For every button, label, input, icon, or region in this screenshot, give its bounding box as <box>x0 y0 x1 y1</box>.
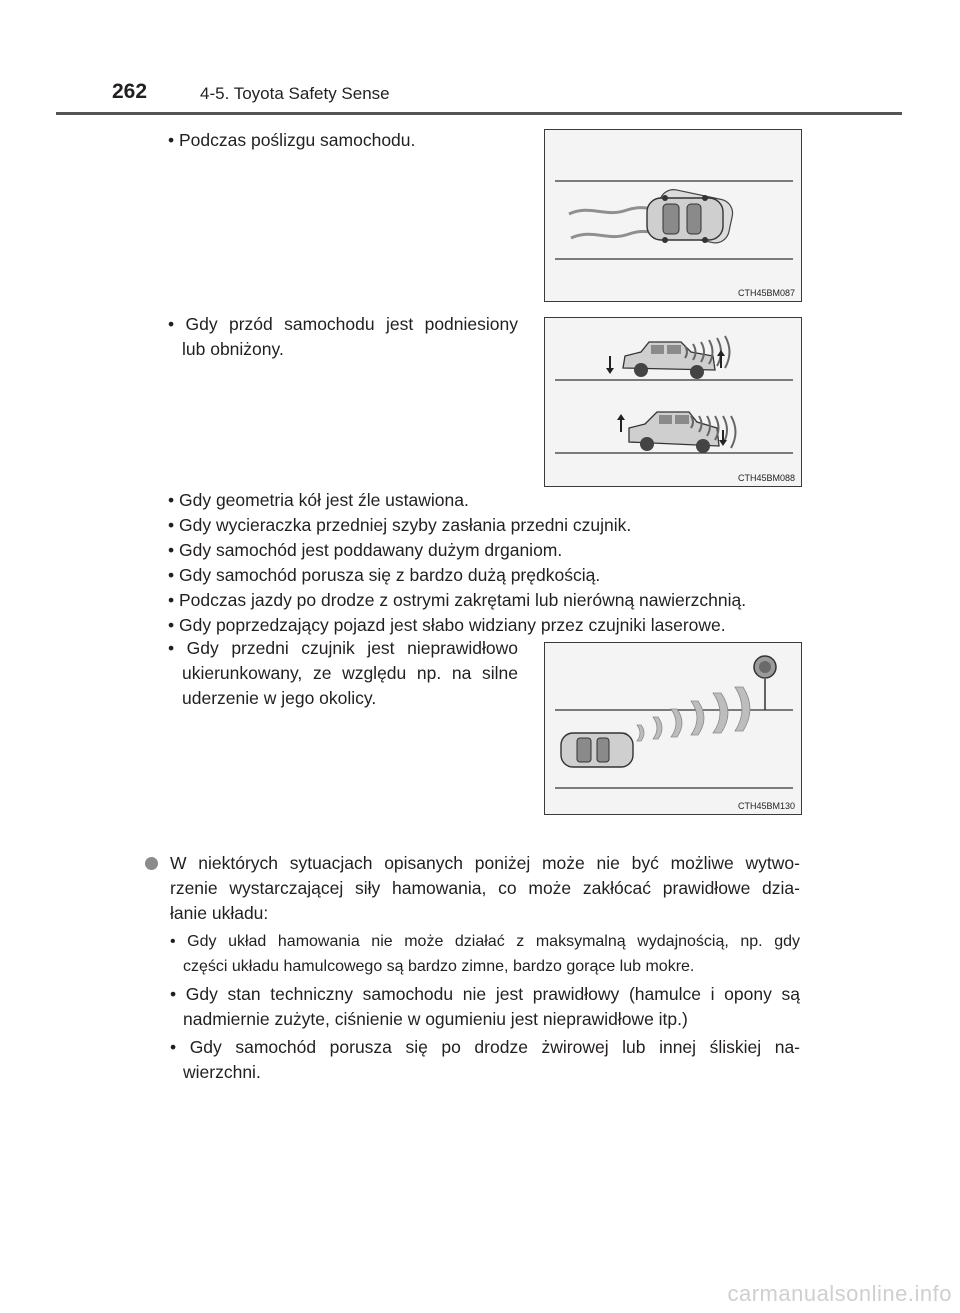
item-wiper: • Gdy wycieraczka przedniej szyby zasłania przedni czujnik. <box>168 515 632 535</box>
item-raised-line2: lub obniżony. <box>182 339 284 359</box>
raised-illustration <box>545 318 803 488</box>
page-header <box>112 80 902 110</box>
skid-illustration <box>545 130 803 303</box>
note-sub2-line1: • Gdy stan techniczny samochodu nie jest prawidłowy (hamulce i opony są <box>170 984 800 1004</box>
item-wheel: • Gdy geometria kół jest źle ustawiona. <box>168 490 469 510</box>
item-speed: • Gdy samochód porusza się z bardzo dużą prędkością. <box>168 565 601 585</box>
item-sensor-line1: • Gdy przedni czujnik jest nieprawidłowo <box>168 638 518 658</box>
figure-sensor <box>544 642 802 815</box>
note-sub1-line2: części układu hamulcowego są bardzo zimne, bardzo gorące lub mokre. <box>183 958 695 975</box>
note-sub2-line2: nadmiernie zużyte, ciśnienie w ogumieniu jest nieprawidłowe itp.) <box>183 1009 688 1029</box>
item-sensor-line2: ukierunkowany, ze względu np. na silne <box>182 663 518 683</box>
figure-code: CTH45BM130 <box>737 801 795 811</box>
figure-code: CTH45BM087 <box>737 288 795 298</box>
figure-raised <box>544 317 802 487</box>
item-road: • Podczas jazdy po drodze z ostrymi zakrętami lub nierówną nawierzchnią. <box>168 590 747 610</box>
note-sub3-line1: • Gdy samochód porusza się po drodze żwirowej lub innej śliskiej na- <box>170 1037 800 1057</box>
figure-code: CTH45BM088 <box>737 473 795 483</box>
section-title: 4-5. Toyota Safety Sense <box>200 84 390 103</box>
note-bullet-icon <box>145 857 158 870</box>
item-skid: • Podczas poślizgu samochodu. <box>168 130 416 150</box>
item-sensor-line3: uderzenie w jego okolicy. <box>182 688 377 708</box>
header-divider <box>56 112 902 115</box>
note-sub3-line2: wierzchni. <box>183 1062 261 1082</box>
watermark: carmanualsonline.info <box>727 1281 952 1306</box>
item-laser: • Gdy poprzedzający pojazd jest słabo widziany przez czujniki laserowe. <box>168 615 726 635</box>
figure-skid <box>544 129 802 302</box>
item-raised-line1: • Gdy przód samochodu jest podniesiony <box>168 314 518 334</box>
note-line1: W niektórych sytuacjach opisanych poniżej może nie być możliwe wytwo- <box>170 853 800 873</box>
sensor-illustration <box>545 643 803 816</box>
item-vibration: • Gdy samochód jest poddawany dużym drganiom. <box>168 540 563 560</box>
page-number: 262 <box>112 80 148 103</box>
note-line2: rzenie wystarczającej siły hamowania, co może zakłócać prawidłowe dzia- <box>170 878 800 898</box>
note-sub1-line1: • Gdy układ hamowania nie może działać z maksymalną wydajnością, np. gdy <box>170 933 800 950</box>
note-line3: łanie układu: <box>170 903 269 923</box>
